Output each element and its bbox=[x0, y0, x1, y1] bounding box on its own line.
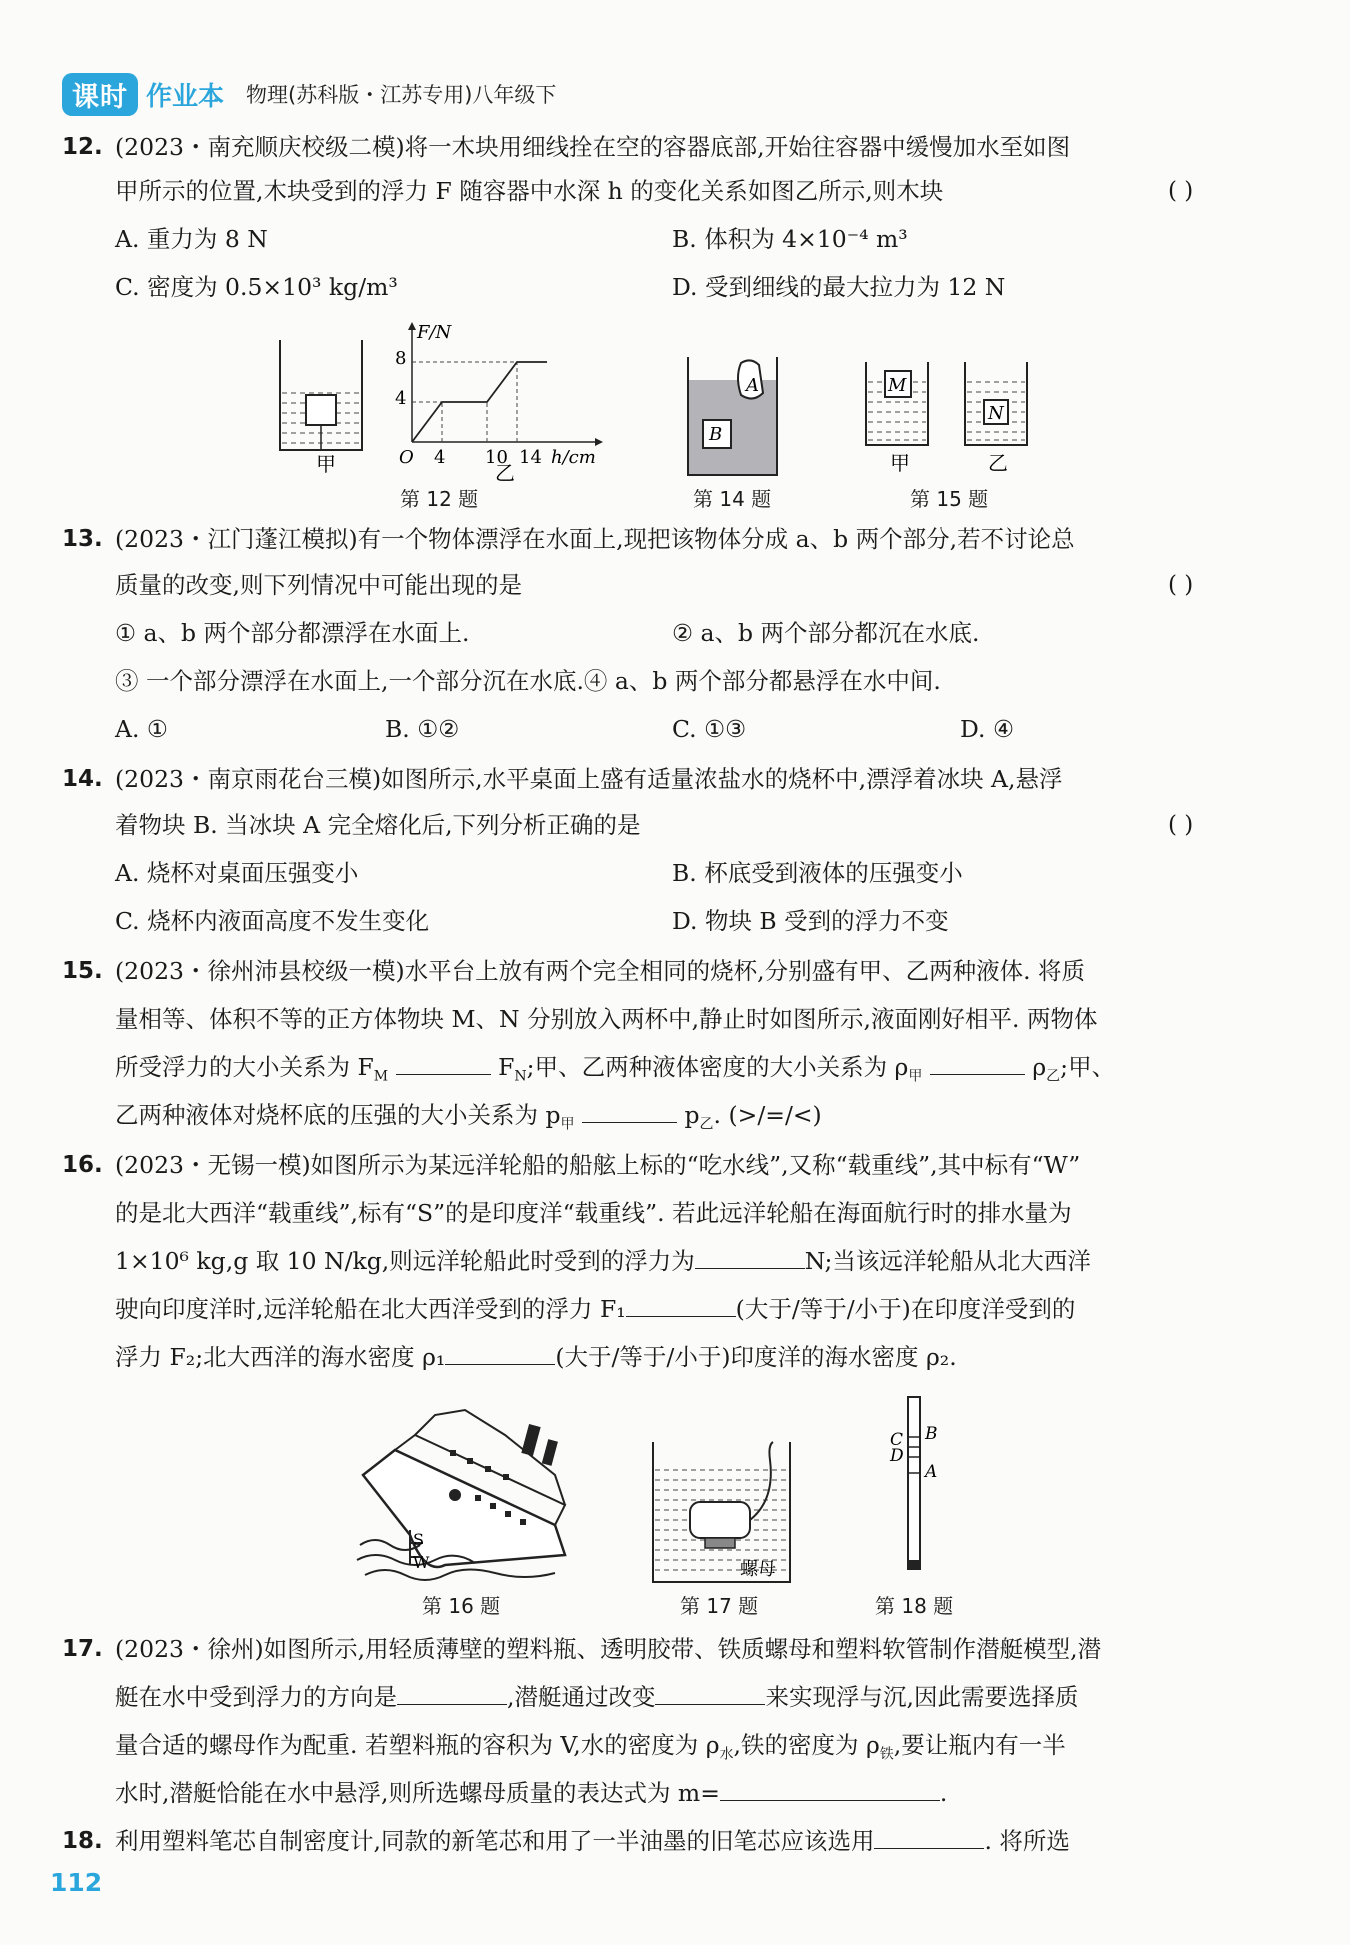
block-label-m: M bbox=[888, 375, 907, 396]
mark-b: B bbox=[925, 1424, 938, 1444]
fig15-jia-label: 甲 bbox=[890, 451, 910, 475]
blank-change[interactable] bbox=[655, 1682, 765, 1705]
blank-buoyancy[interactable] bbox=[695, 1246, 805, 1269]
q13-option-d: D. ④ bbox=[960, 715, 1015, 743]
blank-fm-fn[interactable] bbox=[396, 1052, 491, 1075]
q14-line2: 着物块 B. 当冰块 A 完全熔化后,下列分析正确的是 bbox=[115, 811, 641, 839]
fig12-beaker bbox=[270, 335, 380, 475]
q13-line2: 质量的改变,则下列情况中可能出现的是 bbox=[115, 571, 522, 599]
q14-number: 14. bbox=[62, 766, 103, 792]
q15-line3 bbox=[115, 1052, 1115, 1092]
fig16-ship bbox=[355, 1405, 580, 1585]
q17-text: ,铁的密度为 ρ bbox=[733, 1731, 880, 1759]
load-line-w: W bbox=[413, 1553, 430, 1572]
q12-answer-paren: ( ) bbox=[1168, 178, 1194, 204]
fig12-yi-label: 乙 bbox=[495, 461, 515, 485]
q16-text: (大于/等于/小于)印度洋的海水密度 ρ₂. bbox=[555, 1343, 957, 1371]
graph-line bbox=[412, 362, 547, 442]
fig17-model bbox=[650, 1440, 795, 1590]
x-tick-14: 14 bbox=[519, 447, 542, 468]
q16-line4 bbox=[115, 1294, 1075, 1324]
q13-option-a: A. ① bbox=[115, 715, 168, 743]
q17-text: 艇在水中受到浮力的方向是 bbox=[115, 1683, 397, 1711]
q15-text: ρ bbox=[1032, 1053, 1047, 1081]
blank-rho[interactable] bbox=[930, 1052, 1025, 1075]
fig12-graph bbox=[395, 320, 625, 485]
y-tick-8: 8 bbox=[395, 348, 407, 369]
sub-jia: 甲 bbox=[560, 1116, 575, 1133]
q15-number: 15. bbox=[62, 958, 103, 984]
block-label-n: N bbox=[988, 403, 1004, 424]
q16-text: 浮力 F₂;北大西洋的海水密度 ρ₁ bbox=[115, 1343, 446, 1371]
wood-block bbox=[306, 395, 336, 425]
sub-yi: 乙 bbox=[1046, 1068, 1061, 1085]
q12-number: 12. bbox=[62, 134, 103, 160]
sub-m: M bbox=[373, 1068, 389, 1085]
sub-yi: 乙 bbox=[699, 1116, 714, 1133]
mark-d: D bbox=[890, 1446, 904, 1466]
fig18-caption: 第 18 题 bbox=[875, 1594, 954, 1618]
q13-option-b: B. ①② bbox=[385, 715, 460, 743]
blank-refill-choice[interactable] bbox=[874, 1826, 984, 1849]
sub-jia: 甲 bbox=[908, 1068, 923, 1085]
q12-line1: (2023・南充顺庆校级二模)将一木块用细线拴在空的容器底部,开始往容器中缓慢加水至如图 bbox=[115, 133, 1071, 161]
q17-line2 bbox=[115, 1682, 1078, 1712]
q14-option-c: C. 烧杯内液面高度不发生变化 bbox=[115, 907, 430, 935]
q15-line2: 量相等、体积不等的正方体物块 M、N 分别放入两杯中,静止时如图所示,液面刚好相平. 两物体 bbox=[115, 1005, 1098, 1033]
q15-text: ;甲、 bbox=[1060, 1053, 1116, 1081]
q17-text: 量合适的螺母作为配重. 若塑料瓶的容积为 V,水的密度为 ρ bbox=[115, 1731, 720, 1759]
q15-text: . (>/=/<) bbox=[713, 1101, 822, 1129]
q16-line2: 的是北大西洋“载重线”,标有“S”的是印度洋“载重线”. 若此远洋轮船在海面航行时的排水量为 bbox=[115, 1199, 1072, 1227]
plastic-bottle bbox=[690, 1502, 750, 1538]
sub-water: 水 bbox=[719, 1746, 734, 1763]
q17-text: 来实现浮与沉,因此需要选择质 bbox=[765, 1683, 1079, 1711]
q17-text: ,潜艇通过改变 bbox=[507, 1683, 656, 1711]
q16-text: N;当该远洋轮船从北大西洋 bbox=[804, 1247, 1091, 1275]
fig18-densimeter bbox=[880, 1395, 940, 1580]
q17-line4 bbox=[115, 1778, 947, 1808]
sub-n: N bbox=[514, 1068, 527, 1085]
q17-line1: (2023・徐州)如图所示,用轻质薄壁的塑料瓶、透明胶带、铁质螺母和塑料软管制作潜艇模型,潜 bbox=[115, 1635, 1102, 1663]
block-label-b: B bbox=[709, 424, 723, 445]
q17-line3 bbox=[115, 1730, 1066, 1770]
fig15-beakers bbox=[860, 360, 1040, 480]
x-axis-label: h/cm bbox=[551, 447, 596, 468]
q16-number: 16. bbox=[62, 1152, 103, 1178]
q13-statement-3-4: ③ 一个部分漂浮在水面上,一个部分沉在水底.④ a、b 两个部分都悬浮在水中间. bbox=[115, 667, 941, 695]
y-tick-4: 4 bbox=[395, 388, 407, 409]
fig15-yi-label: 乙 bbox=[988, 451, 1008, 475]
page-number: 112 bbox=[50, 1868, 103, 1897]
q12-option-c: C. 密度为 0.5×10³ kg/m³ bbox=[115, 273, 398, 301]
q18-number: 18. bbox=[62, 1828, 103, 1854]
q12-line2: 甲所示的位置,木块受到的浮力 F 随容器中水深 h 的变化关系如图乙所示,则木块 bbox=[115, 177, 944, 205]
q13-statement-1: ① a、b 两个部分都漂浮在水面上. bbox=[115, 619, 470, 647]
fig14-caption: 第 14 题 bbox=[693, 487, 772, 511]
q18-text: . 将所选 bbox=[984, 1827, 1070, 1855]
q17-text: ,要让瓶内有一半 bbox=[893, 1731, 1066, 1759]
q16-text: 1×10⁶ kg,g 取 10 N/kg,则远洋轮船此时受到的浮力为 bbox=[115, 1247, 695, 1275]
q15-text: 所受浮力的大小关系为 F bbox=[115, 1053, 374, 1081]
pen-refill bbox=[908, 1397, 920, 1567]
q15-text: F bbox=[498, 1053, 515, 1081]
q16-line5 bbox=[115, 1342, 957, 1372]
soft-tube bbox=[750, 1442, 773, 1520]
y-axis-label: F/N bbox=[417, 322, 452, 343]
mark-a: A bbox=[925, 1462, 938, 1482]
q14-option-d: D. 物块 B 受到的浮力不变 bbox=[672, 907, 949, 935]
q13-number: 13. bbox=[62, 526, 103, 552]
logo bbox=[62, 74, 224, 114]
q17-number: 17. bbox=[62, 1636, 103, 1662]
q12-option-d: D. 受到细线的最大拉力为 12 N bbox=[672, 273, 1006, 301]
fig16-caption: 第 16 题 bbox=[422, 1594, 501, 1618]
q13-option-c: C. ①③ bbox=[672, 715, 747, 743]
q15-line1: (2023・徐州沛县校级一模)水平台上放有两个完全相同的烧杯,分别盛有甲、乙两种液体. 将质 bbox=[115, 957, 1086, 985]
sub-iron: 铁 bbox=[879, 1746, 894, 1763]
q18-line1 bbox=[115, 1826, 1070, 1856]
fig12-caption: 第 12 题 bbox=[400, 487, 479, 511]
blank-direction[interactable] bbox=[397, 1682, 507, 1705]
q14-line1: (2023・南京雨花台三模)如图所示,水平桌面上盛有适量浓盐水的烧杯中,漂浮着冰块 A,悬浮 bbox=[115, 765, 1063, 793]
blank-rho1[interactable] bbox=[445, 1342, 555, 1365]
q13-line1: (2023・江门蓬江模拟)有一个物体漂浮在水面上,现把该物体分成 a、b 两个部分,若不讨论总 bbox=[115, 525, 1075, 553]
q15-line4 bbox=[115, 1100, 822, 1140]
page-header bbox=[62, 70, 556, 118]
fig15-caption: 第 15 题 bbox=[910, 487, 989, 511]
ice-label-a: A bbox=[746, 375, 759, 396]
q18-text: 利用塑料笔芯自制密度计,同款的新笔芯和用了一半油墨的旧笔芯应该选用 bbox=[115, 1827, 875, 1855]
subject-title: 物理(苏科版・江苏专用)八年级下 bbox=[246, 83, 557, 107]
blank-pressure[interactable] bbox=[582, 1100, 677, 1123]
q14-answer-paren: ( ) bbox=[1168, 812, 1194, 838]
nut bbox=[705, 1538, 735, 1548]
fig12-jia-label: 甲 bbox=[316, 452, 336, 476]
q12-option-b: B. 体积为 4×10⁻⁴ m³ bbox=[672, 225, 908, 253]
q12-option-a: A. 重力为 8 N bbox=[115, 225, 268, 253]
x-tick-10: 10 bbox=[485, 447, 508, 468]
q15-text: 乙两种液体对烧杯底的压强的大小关系为 p bbox=[115, 1101, 561, 1129]
load-line-s: S bbox=[413, 1530, 424, 1549]
logo-text: 作业本 bbox=[146, 81, 225, 112]
salt-water bbox=[688, 380, 777, 475]
mark-c: C bbox=[890, 1430, 904, 1450]
fig17-caption: 第 17 题 bbox=[680, 1594, 759, 1618]
logo-badge: 课时 bbox=[62, 73, 138, 116]
fig14-beaker bbox=[685, 355, 785, 480]
q13-answer-paren: ( ) bbox=[1168, 572, 1194, 598]
q17-text: . bbox=[939, 1779, 948, 1807]
q14-option-b: B. 杯底受到液体的压强变小 bbox=[672, 859, 963, 887]
q17-text: 水时,潜艇恰能在水中悬浮,则所选螺母质量的表达式为 m= bbox=[115, 1779, 720, 1807]
q13-statement-2: ② a、b 两个部分都沉在水底. bbox=[672, 619, 980, 647]
q16-line3 bbox=[115, 1246, 1091, 1276]
origin-label: O bbox=[399, 447, 414, 468]
q14-option-a: A. 烧杯对桌面压强变小 bbox=[115, 859, 359, 887]
q15-text: p bbox=[684, 1101, 700, 1129]
blank-f1[interactable] bbox=[626, 1294, 736, 1317]
q16-text: 驶向印度洋时,远洋轮船在北大西洋受到的浮力 F₁ bbox=[115, 1295, 626, 1323]
blank-mass-expression[interactable] bbox=[720, 1778, 940, 1801]
x-tick-4: 4 bbox=[434, 447, 446, 468]
q15-text: ;甲、乙两种液体密度的大小关系为 ρ bbox=[526, 1053, 909, 1081]
q16-line1: (2023・无锡一模)如图所示为某远洋轮船的船舷上标的“吃水线”,又称“载重线”,其中标有“W” bbox=[115, 1151, 1081, 1179]
q16-text: (大于/等于/小于)在印度洋受到的 bbox=[735, 1295, 1076, 1323]
nut-label: 螺母 bbox=[740, 1559, 776, 1580]
